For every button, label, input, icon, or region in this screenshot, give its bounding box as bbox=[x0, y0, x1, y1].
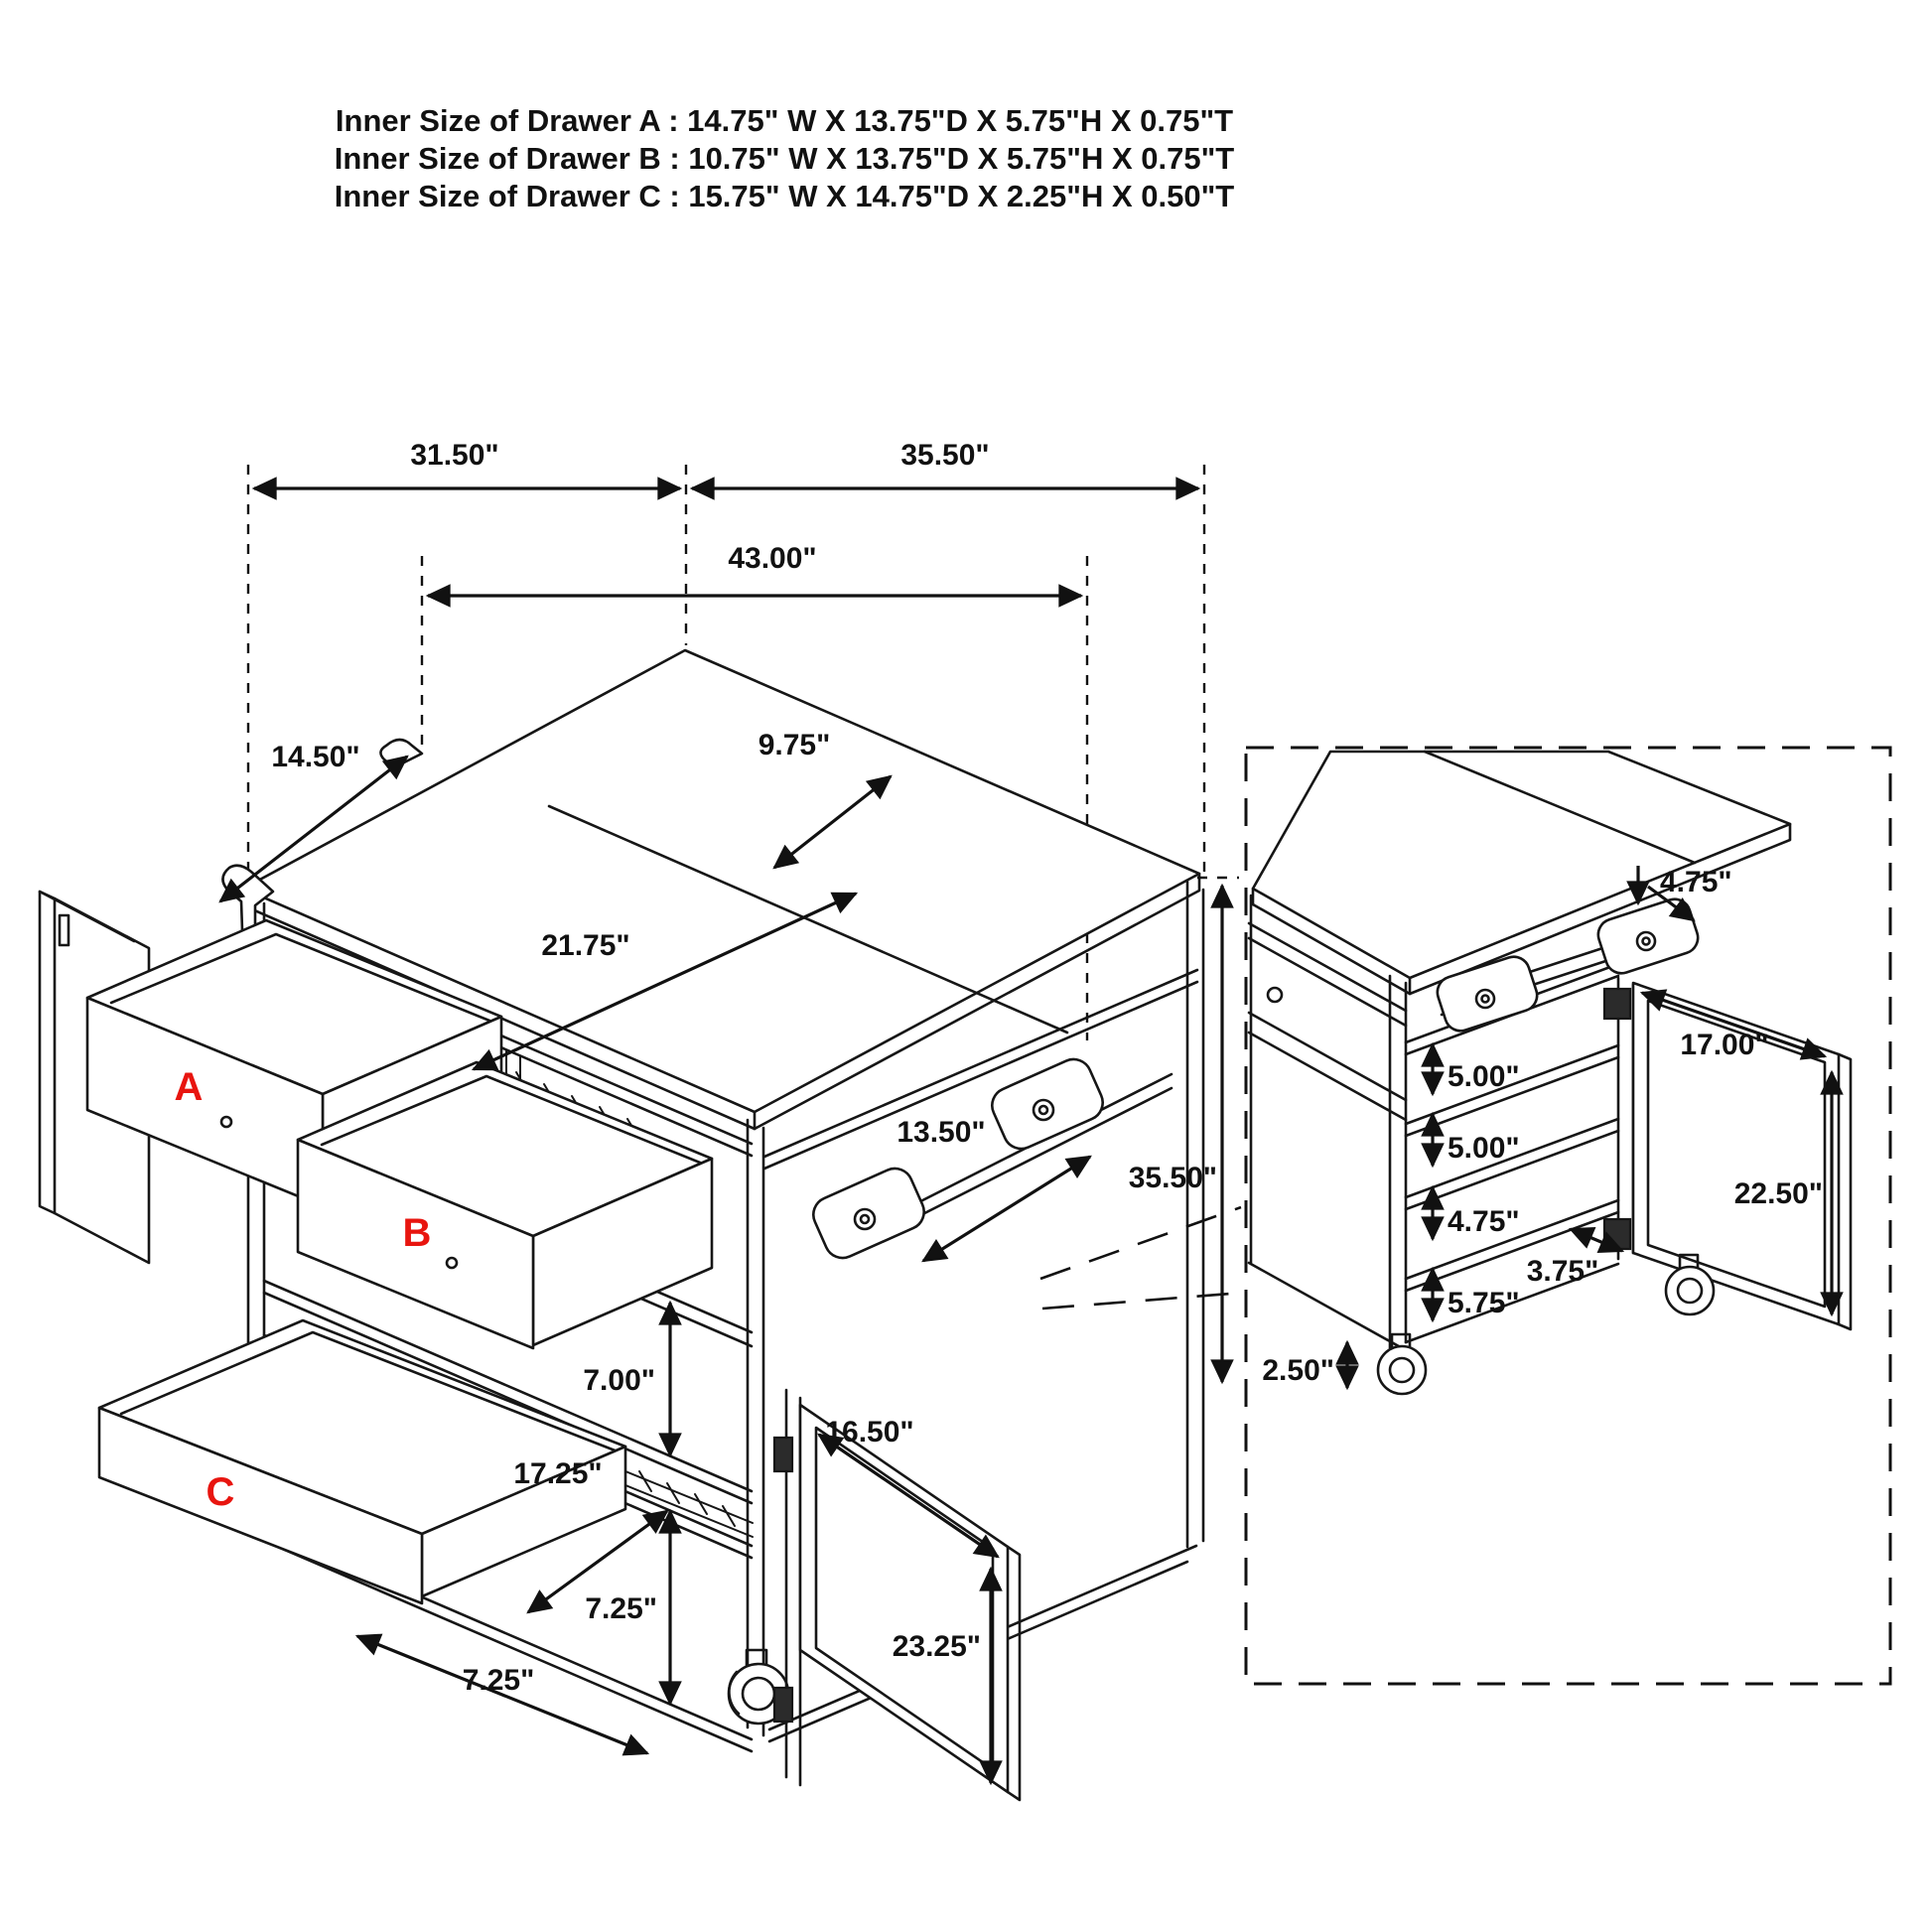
dim-7-25-diagonal-label: 7.25" bbox=[462, 1664, 535, 1697]
drawer-a-letter: A bbox=[174, 1065, 204, 1109]
dim-35-50-height-label: 35.50" bbox=[1128, 1162, 1217, 1194]
dim-2-50-label: 2.50" bbox=[1262, 1354, 1334, 1387]
main-door bbox=[774, 1390, 1020, 1800]
dim-13-50-label: 13.50" bbox=[897, 1116, 986, 1149]
detail-hinge-top bbox=[1604, 989, 1630, 1019]
dim-5-00-b-label: 5.00" bbox=[1448, 1132, 1520, 1165]
title-block bbox=[335, 103, 1235, 213]
dim-3-75-label: 3.75" bbox=[1526, 1255, 1599, 1288]
dim-35-50-top-label: 35.50" bbox=[900, 439, 990, 472]
leaf-latch-knob bbox=[380, 740, 422, 767]
dim-4-75-top-label: 4.75" bbox=[1660, 866, 1732, 898]
detail-cart bbox=[1249, 752, 1851, 1394]
door-hinge-top bbox=[774, 1438, 792, 1471]
towel-bars-main bbox=[808, 1053, 1172, 1264]
dim-7-25-vertical-label: 7.25" bbox=[585, 1592, 657, 1625]
detail-tabletop bbox=[1253, 752, 1790, 978]
top-dimensions bbox=[254, 439, 1198, 596]
dim-21-75-label: 21.75" bbox=[541, 929, 630, 962]
dim-23-25-label: 23.25" bbox=[892, 1630, 981, 1663]
dim-17-00-label: 17.00" bbox=[1680, 1029, 1769, 1061]
dim-14-50-label: 14.50" bbox=[271, 741, 360, 773]
dim-17-25-label: 17.25" bbox=[513, 1457, 603, 1490]
drawer-c-size-text: Inner Size of Drawer C : 15.75" W X 14.75"D X 2.25"H X 0.50"T bbox=[334, 179, 1235, 213]
door-hinge-bottom bbox=[774, 1688, 792, 1722]
dim-9-75-label: 9.75" bbox=[758, 729, 831, 761]
dim-31-50-label: 31.50" bbox=[410, 439, 499, 472]
dim-5-00-a-label: 5.00" bbox=[1448, 1060, 1520, 1093]
drawer-b-letter: B bbox=[402, 1211, 432, 1255]
drawer-b-size-text: Inner Size of Drawer B : 10.75" W X 13.75"D X 5.75"H X 0.75"T bbox=[334, 141, 1235, 176]
drawer-c-letter: C bbox=[206, 1470, 235, 1514]
dim-22-50-label: 22.50" bbox=[1733, 1177, 1823, 1210]
dim-5-75-label: 5.75" bbox=[1448, 1287, 1520, 1319]
overall-height-dimension bbox=[1129, 878, 1239, 1382]
detail-leaders bbox=[1040, 1207, 1243, 1309]
dim-16-50-label: 16.50" bbox=[825, 1416, 914, 1449]
dim-43-00-label: 43.00" bbox=[728, 542, 817, 575]
dim-7-00-label: 7.00" bbox=[583, 1364, 655, 1397]
drawer-a-size-text: Inner Size of Drawer A : 14.75" W X 13.75"D X 5.75"H X 0.75"T bbox=[335, 103, 1234, 138]
dim-4-75-shelf-label: 4.75" bbox=[1448, 1205, 1520, 1238]
detail-drawer-knob bbox=[1268, 988, 1282, 1002]
